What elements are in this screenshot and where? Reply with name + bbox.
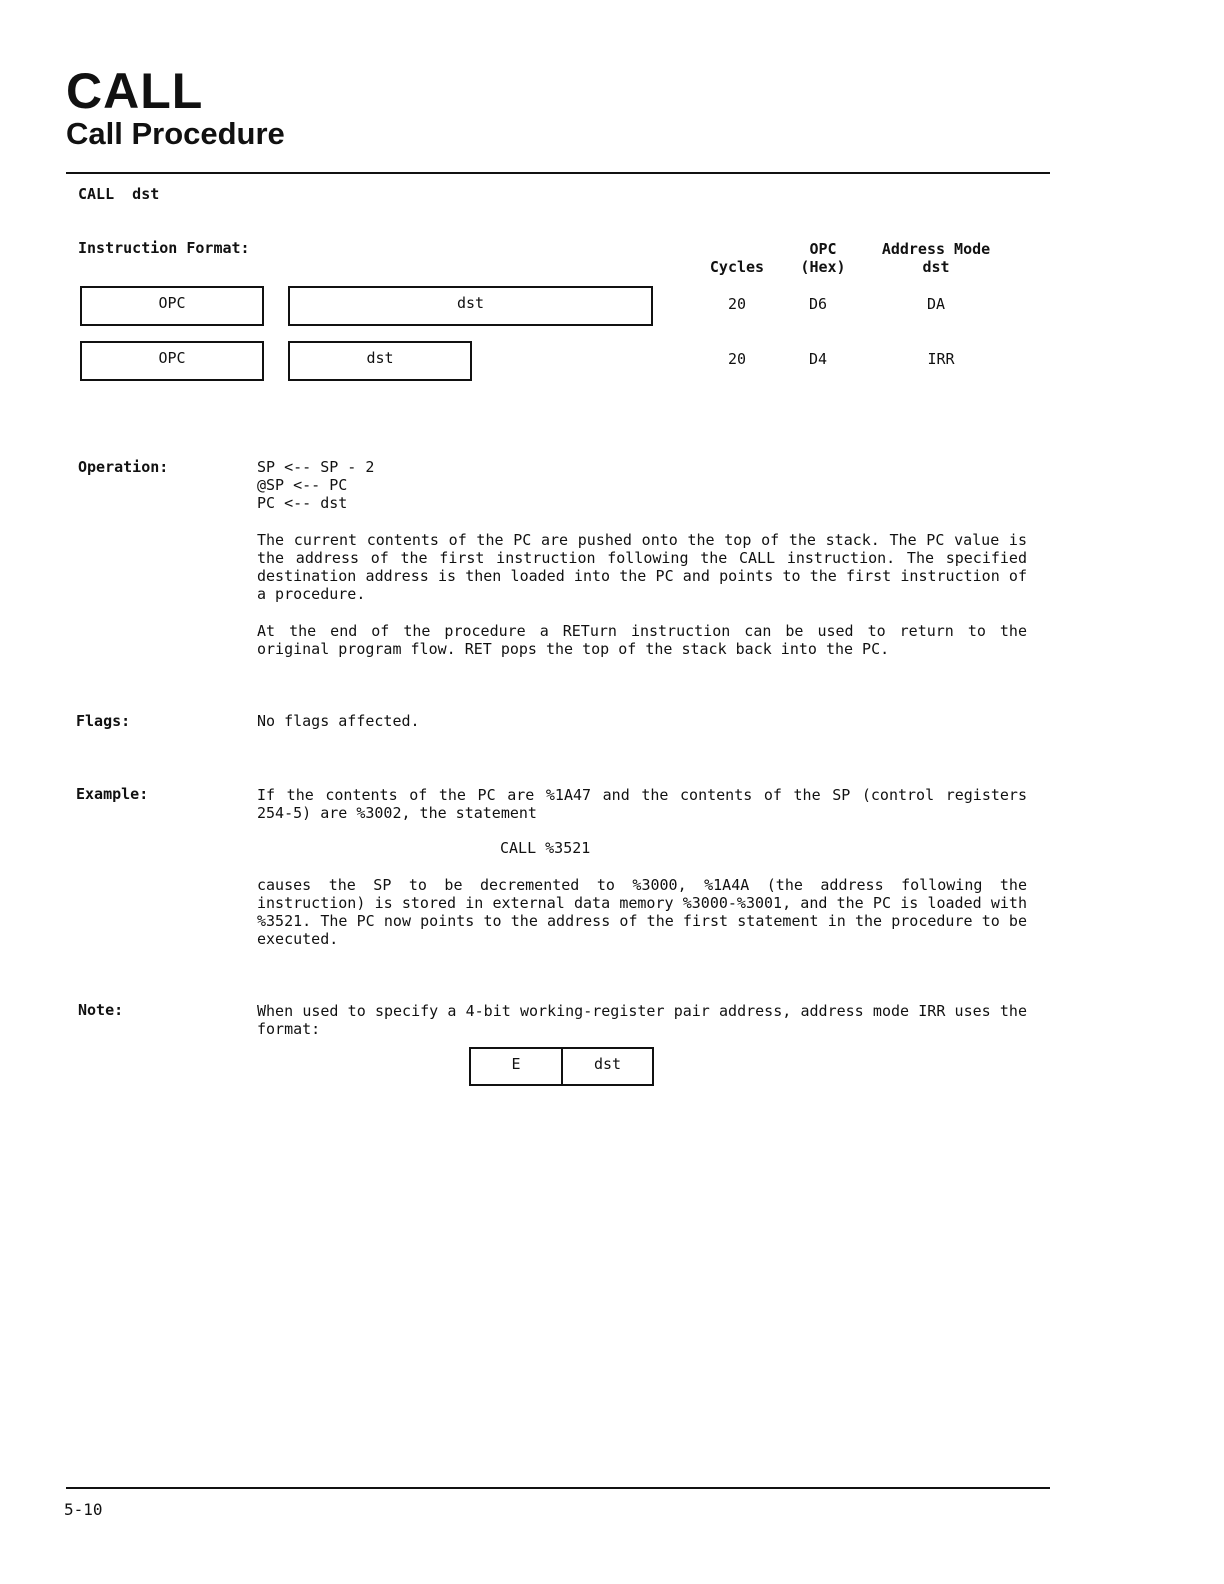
header-rule [66, 172, 1050, 174]
format-row2-dst-label: dst [366, 349, 394, 367]
note-format-dst-label: dst [593, 1054, 622, 1073]
note-format-e-label: E [511, 1054, 521, 1073]
format-row1-opc-box [80, 286, 264, 326]
page-number: 5-10 [64, 1500, 103, 1519]
format-row2-cycles: 20 [727, 350, 747, 368]
note-text: When used to specify a 4-bit working-register pair address, address mode IRR uses the format: [257, 1002, 1027, 1038]
example-paragraph-1: If the contents of the PC are %1A47 and the contents of the SP (control registers 254-5) are %3002, the statement [257, 786, 1027, 822]
operation-line-3: PC <-- dst [257, 494, 348, 512]
operation-line-1: SP <-- SP - 2 [257, 458, 375, 476]
instruction-format-label: Instruction Format: [78, 239, 250, 257]
operation-paragraph-2: At the end of the procedure a RETurn instruction can be used to return to the original program flow. RET pops the top of the stack back into the PC. [257, 622, 1027, 658]
instruction-syntax: CALL dst [78, 185, 160, 203]
format-row2-opc: D4 [808, 350, 828, 368]
format-row1-dst-box [288, 286, 653, 326]
format-row1-cycles: 20 [727, 295, 747, 313]
operation-paragraph-1: The current contents of the PC are pushed onto the top of the stack. The PC value is the address of the first instruction following the CALL instruction. The specified destination address is then loaded into the PC and points to the first instruction of a procedure. [257, 531, 1027, 603]
flags-label: Flags: [76, 712, 131, 730]
format-row1-opc-label: OPC [158, 294, 186, 312]
example-statement: CALL %3521 [500, 839, 591, 857]
mode-header-line1: Address Mode [881, 240, 991, 258]
example-label: Example: [76, 785, 149, 803]
note-label: Note: [78, 1001, 124, 1019]
footer-rule [66, 1487, 1050, 1489]
format-row1-mode: DA [926, 295, 946, 313]
format-row1-opc: D6 [808, 295, 828, 313]
note-format-dst-box [561, 1047, 654, 1086]
flags-text: No flags affected. [257, 712, 420, 730]
cycles-header: Cycles [709, 258, 765, 276]
page-title: CALL [66, 63, 204, 119]
format-row2-opc-label: OPC [158, 349, 186, 367]
mode-header-line2: dst [922, 258, 950, 276]
format-row2-mode: IRR [927, 350, 955, 368]
operation-label: Operation: [78, 458, 169, 476]
format-row2-opc-box [80, 341, 264, 381]
operation-line-2: @SP <-- PC [257, 476, 348, 494]
example-paragraph-2: causes the SP to be decremented to %3000, %1A4A (the address following the instruction) is stored in external data memory %3000-%3001, and the PC is loaded with %3521. The PC now points to the address of the first statement in the procedure to be executed. [257, 876, 1027, 948]
page-subtitle: Call Procedure [66, 116, 285, 151]
note-format-e-box [469, 1047, 563, 1086]
opc-header-line1: OPC [809, 240, 837, 258]
format-row1-dst-label: dst [456, 294, 485, 312]
format-row2-dst-box [288, 341, 472, 381]
opc-header-line2: (Hex) [800, 258, 846, 276]
